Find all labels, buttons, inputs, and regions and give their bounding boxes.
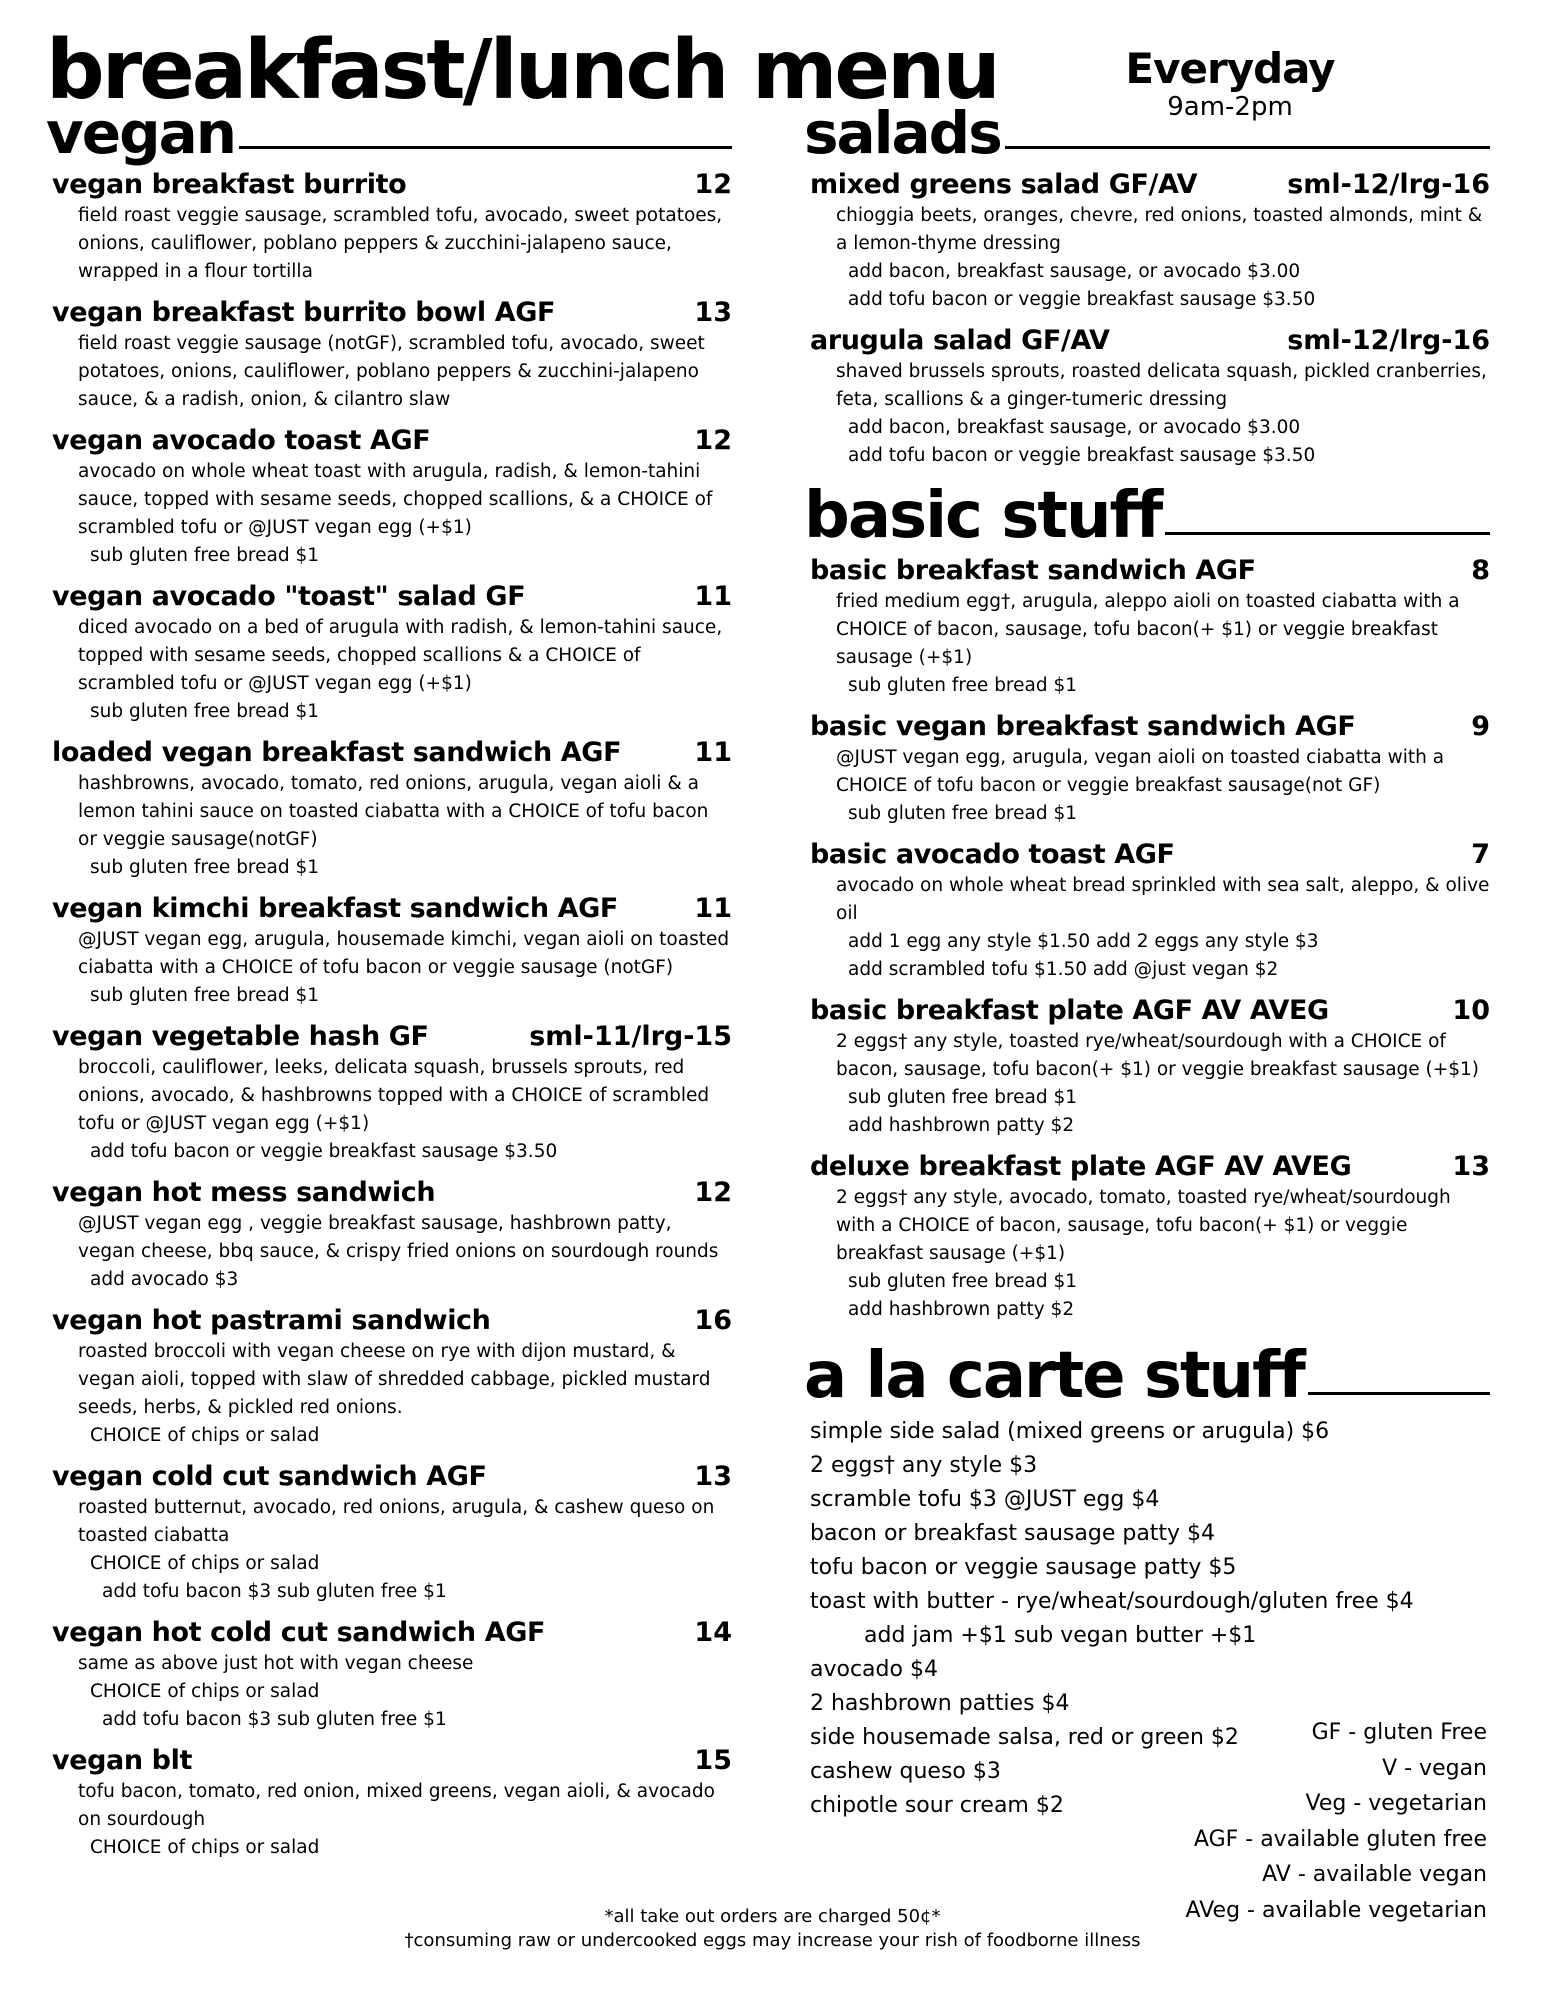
footer (0, 1905, 1545, 1953)
legend-entry: AVeg - available vegetarian (1185, 1897, 1487, 1923)
menu-item-extra: add bacon, breakfast sausage, or avocado $3.00 (848, 417, 1301, 439)
carte-item: side housemade salsa, red or green $2 (810, 1724, 1239, 1750)
menu-item-name: vegan cold cut sandwich AGF (52, 1461, 487, 1493)
menu-item-extra: add tofu bacon $3 sub gluten free $1 (102, 1709, 447, 1731)
menu-item-extra: add 1 egg any style $1.50 add 2 eggs any style $3 (848, 930, 1319, 952)
menu-item-description: field roast veggie sausage, scrambled tofu, avocado, sweet potatoes, onions, cauliflower, poblano peppers & zucchini-jalapeno sauce, wrapped in a flour tortilla (78, 205, 723, 283)
legend-entry: AGF - available gluten free (1193, 1826, 1487, 1852)
carte-item: add jam +$1 sub vegan butter +$1 (864, 1622, 1257, 1648)
menu-item-price: 12 (694, 425, 732, 457)
menu-item-extra: add hashbrown patty $2 (848, 1298, 1075, 1320)
menu-item-name: basic avocado toast AGF (810, 838, 1175, 870)
menu-item-extra: add scrambled tofu $1.50 add @just vegan $2 (848, 958, 1279, 980)
menu-item (52, 169, 732, 286)
menu-item-price: 16 (694, 1305, 732, 1337)
menu-item (810, 711, 1490, 828)
section-title: vegan (46, 99, 236, 167)
menu-item-header (810, 169, 1490, 200)
menu-item-price: sml-12/lrg-16 (1287, 325, 1490, 357)
menu-item-name: vegan hot cold cut sandwich AGF (52, 1617, 545, 1649)
menu-item-name: vegan hot pastrami sandwich (52, 1305, 491, 1337)
menu-item-header (810, 711, 1490, 742)
menu-item-description: diced avocado on a bed of arugula with radish, & lemon-tahini sauce, topped with sesame seeds, chopped scallions & a CHOICE of scrambled tofu or @JUST vegan egg (+$1) (78, 617, 723, 695)
menu-item (810, 169, 1490, 314)
menu-item-price: 10 (1452, 994, 1490, 1026)
menu-item (52, 1305, 732, 1450)
legend-entry: Veg - vegetarian (1305, 1791, 1487, 1816)
menu-item-header (52, 737, 732, 768)
menu-item-extra: CHOICE of chips or salad (90, 1425, 320, 1447)
menu-item-description: shaved brussels sprouts, roasted delicata squash, pickled cranberries, feta, scallions & a ginger-tumeric dressing (836, 361, 1487, 411)
menu-title: breakfast/lunch menu (46, 23, 998, 118)
menu-item (52, 1617, 732, 1734)
menu-item-name: arugula salad GF/AV (810, 325, 1110, 357)
menu-item-extra: CHOICE of chips or salad (90, 1681, 320, 1703)
legend (1186, 1715, 1487, 1928)
menu-item-header (810, 995, 1490, 1026)
hours-time: 9am-2pm (1167, 92, 1293, 123)
carte-item: chipotle sour cream $2 (810, 1792, 1064, 1818)
menu-item (52, 1021, 732, 1166)
legend-entry: GF - gluten Free (1311, 1720, 1487, 1745)
vegan-section-header (46, 99, 732, 167)
carte-item: simple side salad (mixed greens or arugula) $6 (810, 1418, 1330, 1444)
menu-item-description: 2 eggs† any style, avocado, tomato, toasted rye/wheat/sourdough with a CHOICE of bacon, sausage, tofu bacon(+ $1) or veggie breakfast sausage (+$1) (836, 1186, 1451, 1264)
menu-item (52, 1461, 732, 1606)
menu-item-name: vegan vegetable hash GF (52, 1021, 429, 1053)
menu-item-price: 11 (694, 737, 732, 769)
menu-item-price: sml-11/lrg-15 (529, 1021, 732, 1053)
menu-item-extra: CHOICE of chips or salad (90, 1553, 320, 1575)
menu-item-header (52, 1305, 732, 1336)
menu-item-extra: sub gluten free bread $1 (848, 1086, 1078, 1108)
carte-item: 2 eggs† any style $3 (810, 1452, 1038, 1478)
menu-item-header (810, 1151, 1490, 1182)
menu-item-description: field roast veggie sausage (notGF), scrambled tofu, avocado, sweet potatoes, onions, cauliflower, poblano peppers & zucchini-jalapeno sauce, & a radish, onion, & cilantro slaw (78, 333, 705, 411)
section-rule (239, 146, 732, 149)
footer-egg-warning: †consuming raw or undercooked eggs may increase your rish of foodborne illness (404, 1930, 1141, 1951)
section-title: salads (804, 99, 1001, 167)
menu-item-header (52, 169, 732, 200)
menu-item (810, 555, 1490, 700)
menu-item-extra: add tofu bacon or veggie breakfast sausage $3.50 (848, 289, 1316, 311)
menu-item-extra: sub gluten free bread $1 (848, 802, 1078, 824)
carte-item: bacon or breakfast sausage patty $4 (810, 1520, 1216, 1546)
menu-item-price: 13 (694, 297, 732, 329)
menu-item (52, 1745, 732, 1862)
menu-item-extra: CHOICE of chips or salad (90, 1837, 320, 1859)
menu-item-description: fried medium egg†, arugula, aleppo aioli on toasted ciabatta with a CHOICE of bacon, sausage, tofu bacon(+ $1) or veggie breakfast sausage (+$1) (836, 590, 1460, 668)
menu-item (52, 425, 732, 570)
menu-item-extra: sub gluten free bread $1 (90, 985, 320, 1007)
carte-item: cashew queso $3 (810, 1758, 1001, 1784)
menu-item-extra: add hashbrown patty $2 (848, 1114, 1075, 1136)
salads-items (810, 169, 1490, 470)
menu-item (810, 325, 1490, 470)
menu-item-price: 8 (1471, 554, 1490, 586)
menu-item-description: hashbrowns, avocado, tomato, red onions, arugula, vegan aioli & a lemon tahini sauce on toasted ciabatta with a CHOICE of tofu bacon or veggie sausage(notGF) (78, 773, 709, 851)
menu-item-price: 13 (694, 1461, 732, 1493)
menu-item-description: @JUST vegan egg, arugula, housemade kimchi, vegan aioli on toasted ciabatta with a CHOICE of tofu bacon or veggie sausage (notGF) (78, 929, 730, 979)
menu-item-price: 12 (694, 169, 732, 201)
menu-item-description: broccoli, cauliflower, leeks, delicata squash, brussels sprouts, red onions, avocado, & hashbrowns topped with a CHOICE of scrambled tofu or @JUST vegan egg (+$1) (78, 1057, 710, 1135)
menu-item-header (810, 555, 1490, 586)
hours-day: Everyday (1125, 44, 1335, 93)
menu-item-header (52, 1461, 732, 1492)
menu-item-extra: sub gluten free bread $1 (848, 674, 1078, 696)
section-rule (1165, 532, 1490, 535)
salads-section-header (804, 99, 1490, 167)
menu-item-description: roasted butternut, avocado, red onions, arugula, & cashew queso on toasted ciabatta (78, 1497, 715, 1547)
legend-entry: AV - available vegan (1262, 1862, 1487, 1887)
carte-item: 2 hashbrown patties $4 (810, 1690, 1070, 1716)
menu-item-name: basic breakfast sandwich AGF (810, 554, 1256, 586)
footer-takeout-note: *all take out orders are charged 50¢* (604, 1906, 941, 1927)
menu-item-name: vegan hot mess sandwich (52, 1177, 436, 1209)
menu-item-price: 11 (694, 893, 732, 925)
menu-item-header (52, 297, 732, 328)
menu-item (52, 297, 732, 414)
menu-item-header (52, 893, 732, 924)
menu-item-name: vegan breakfast burrito bowl AGF (52, 297, 556, 329)
menu-item-description: 2 eggs† any style, toasted rye/wheat/sourdough with a CHOICE of bacon, sausage, tofu bacon(+ $1) or veggie breakfast sausage (+$1) (836, 1030, 1480, 1080)
vegan-items (52, 169, 732, 1862)
menu-item-description: same as above just hot with vegan cheese (78, 1653, 474, 1675)
menu-item-price: 9 (1471, 710, 1490, 742)
menu-item-description: avocado on whole wheat toast with arugula, radish, & lemon-tahini sauce, topped with sesame seeds, chopped scallions, & a CHOICE of scrambled tofu or @JUST vegan egg (+$1) (78, 461, 713, 539)
menu-item-name: vegan kimchi breakfast sandwich AGF (52, 893, 618, 925)
left-column (46, 99, 732, 1873)
carte-item: avocado $4 (810, 1656, 938, 1682)
section-rule (1005, 146, 1490, 149)
menu-item-name: mixed greens salad GF/AV (810, 169, 1198, 201)
section-title: basic stuff (804, 479, 1162, 554)
menu-item-description: roasted broccoli with vegan cheese on rye with dijon mustard, & vegan aioli, topped with slaw of shredded cabbage, pickled mustard seeds, herbs, & pickled red onions. (78, 1341, 711, 1419)
menu-item-description: chioggia beets, oranges, chevre, red onions, toasted almonds, mint & a lemon-thyme dressing (836, 205, 1483, 255)
menu-item-extra: sub gluten free bread $1 (848, 1270, 1078, 1292)
menu-item-price: 12 (694, 1177, 732, 1209)
legend-entry: V - vegan (1382, 1755, 1487, 1781)
carte-item: toast with butter - rye/wheat/sourdough/gluten free $4 (810, 1588, 1414, 1614)
menu-item-name: vegan blt (52, 1745, 192, 1777)
menu-item-extra: add avocado $3 (90, 1269, 239, 1291)
menu-item-extra: add bacon, breakfast sausage, or avocado $3.00 (848, 261, 1301, 283)
menu-item-name: basic breakfast plate AGF AV AVEG (810, 994, 1329, 1026)
menu-item-extra: add tofu bacon or veggie breakfast sausage $3.50 (90, 1141, 558, 1163)
menu-item-header (810, 839, 1490, 870)
menu-item-description: avocado on whole wheat bread sprinkled with sea salt, aleppo, & olive oil (836, 874, 1490, 924)
menu-item-price: sml-12/lrg-16 (1287, 169, 1490, 201)
menu-item-price: 15 (694, 1745, 732, 1777)
menu-item-extra: add tofu bacon $3 sub gluten free $1 (102, 1581, 447, 1603)
menu-item (810, 1151, 1490, 1324)
menu-item-name: deluxe breakfast plate AGF AV AVEG (810, 1150, 1352, 1182)
menu-item-name: vegan avocado "toast" salad GF (52, 581, 526, 613)
menu-item-price: 11 (694, 581, 732, 613)
menu-item-header (52, 425, 732, 456)
menu-item-price: 14 (694, 1617, 732, 1649)
section-rule (1308, 1392, 1490, 1395)
menu-item-name: basic vegan breakfast sandwich AGF (810, 710, 1356, 742)
menu-item (810, 839, 1490, 984)
menu-item-header (52, 581, 732, 612)
menu-item-header (810, 325, 1490, 356)
menu-item-extra: sub gluten free bread $1 (90, 857, 320, 879)
menu-item-extra: add tofu bacon or veggie breakfast sausage $3.50 (848, 445, 1316, 467)
carte-item: tofu bacon or veggie sausage patty $5 (810, 1554, 1237, 1580)
menu-item-name: vegan avocado toast AGF (52, 425, 431, 457)
menu-item-price: 13 (1452, 1150, 1490, 1182)
menu-item (52, 893, 732, 1010)
right-column (804, 99, 1490, 1823)
menu-item-header (52, 1021, 732, 1052)
menu-item-description: @JUST vegan egg, arugula, vegan aioli on toasted ciabatta with a CHOICE of tofu bacon or veggie breakfast sausage(not GF) (836, 746, 1445, 796)
menu-item-price: 7 (1471, 838, 1490, 870)
menu-item-name: loaded vegan breakfast sandwich AGF (52, 737, 622, 769)
menu-item-extra: sub gluten free bread $1 (90, 701, 320, 723)
menu-item-header (52, 1177, 732, 1208)
menu-item (810, 995, 1490, 1140)
section-title: a la carte stuff (804, 1338, 1304, 1413)
menu-item (52, 1177, 732, 1294)
menu-item-header (52, 1617, 732, 1648)
menu-item-name: vegan breakfast burrito (52, 169, 407, 201)
menu-item (52, 581, 732, 726)
carte-item: scramble tofu $3 @JUST egg $4 (810, 1486, 1160, 1512)
menu-item-header (52, 1745, 732, 1776)
basic-items (810, 555, 1490, 1324)
menu-item (52, 737, 732, 882)
carte-section-header (804, 1338, 1490, 1413)
menu-item-description: @JUST vegan egg , veggie breakfast sausage, hashbrown patty, vegan cheese, bbq sauce, & crispy fried onions on sourdough rounds (78, 1213, 719, 1263)
menu-item-description: tofu bacon, tomato, red onion, mixed greens, vegan aioli, & avocado on sourdough (78, 1781, 715, 1831)
basic-section-header (804, 479, 1490, 554)
menu-item-extra: sub gluten free bread $1 (90, 545, 320, 567)
